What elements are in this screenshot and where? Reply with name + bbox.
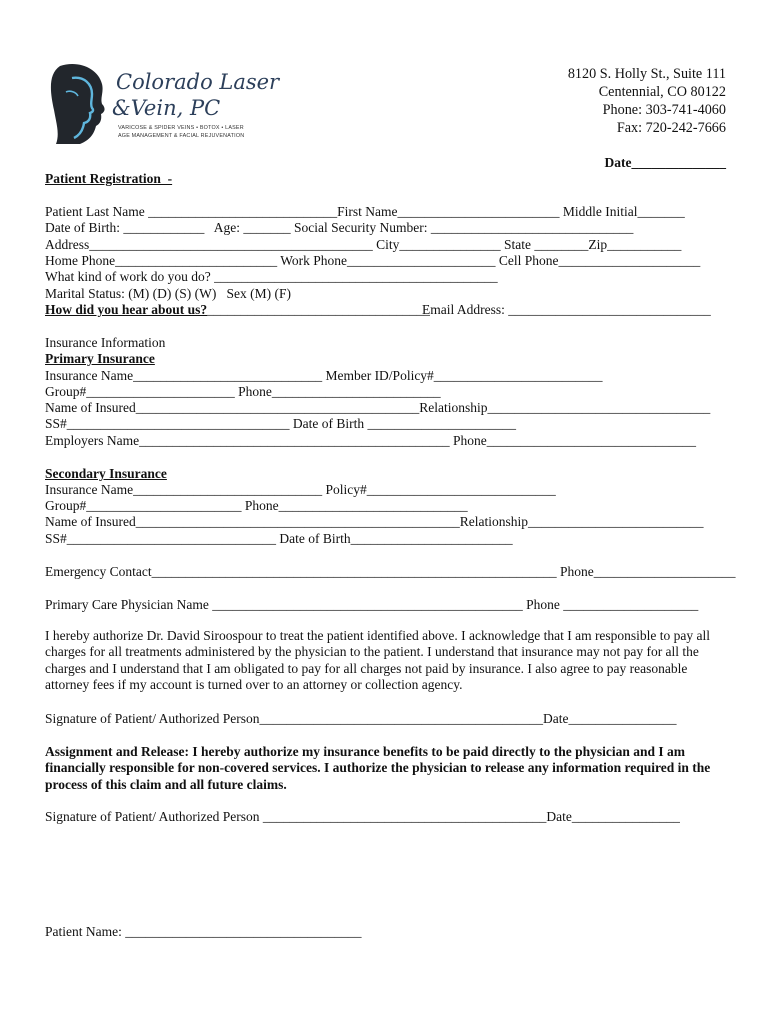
section-title: Patient Registration - (45, 171, 173, 186)
secondary-ss-line[interactable]: SS#_______________________________ Date of Birth________________________ (45, 531, 513, 546)
insurance-heading: Insurance Information (45, 335, 166, 350)
patient-name-line[interactable]: Patient Last Name ____________________________First Name________________________ Middle Initial_______ (45, 204, 685, 219)
referral-label: How did you hear about us? (45, 302, 208, 317)
logo-line-1: Colorado Laser (116, 70, 280, 94)
logo-line-2: &Vein, PC (112, 96, 221, 120)
city-state-zip: Centennial, CO 80122 (598, 84, 726, 100)
secondary-insured-line[interactable]: Name of Insured________________________________________________Relationship__________________________ (45, 514, 704, 529)
referral-line[interactable] (45, 302, 430, 318)
primary-insurance-name-line[interactable]: Insurance Name____________________________ Member ID/Policy#_________________________ (45, 368, 603, 383)
practice-address (568, 65, 726, 137)
primary-insurance-heading: Primary Insurance (45, 351, 155, 366)
phone-line[interactable]: Home Phone________________________ Work Phone______________________ Cell Phone_____________________ (45, 253, 701, 268)
authorization-paragraph: I hereby authorize Dr. David Siroospour to treat the patient identified above. I acknowledge that I am responsible to pay all charges for all treatments administered by the physician to the patient. I understand that insurance may not pay for all the charges and I understand that I am obligated to pay for all charges not paid by insurance. I also agree to pay reasonable attorney fees if my account is turned over to an attorney or collection agency. (45, 628, 711, 693)
street-address: 8120 S. Holly St., Suite 111 (567, 66, 726, 82)
primary-group-line[interactable]: Group#______________________ Phone_________________________ (45, 384, 441, 399)
practice-logo (50, 62, 280, 146)
referral-blank[interactable]: _________________________________ (207, 302, 430, 317)
secondary-insurance-heading: Secondary Insurance (45, 466, 167, 481)
dob-ssn-line[interactable]: Date of Birth: ____________ Age: _______ Social Security Number: ______________________________ (45, 220, 634, 235)
primary-ss-line[interactable]: SS#_________________________________ Date of Birth ______________________ (45, 416, 516, 431)
date-field[interactable]: Date______________ (604, 155, 726, 170)
patient-name-footer-line[interactable]: Patient Name: ___________________________________ (45, 924, 362, 939)
marital-sex-line[interactable]: Marital Status: (M) (D) (S) (W) Sex (M) (F) (45, 286, 291, 301)
assignment-paragraph: Assignment and Release: I hereby authorize my insurance benefits to be paid directly to the physician and I am financially responsible for non-covered services. I authorize the physician to release any information required in the process of this claim and all future claims. (45, 744, 711, 792)
signature-line-1[interactable]: Signature of Patient/ Authorized Person__________________________________________Date________________ (45, 711, 677, 726)
face-profile-icon (50, 62, 110, 146)
secondary-group-line[interactable]: Group#_______________________ Phone____________________________ (45, 498, 468, 513)
logo-tagline-2: AGE MANAGEMENT & FACIAL REJUVENATION (118, 133, 245, 139)
signature-line-2[interactable]: Signature of Patient/ Authorized Person __________________________________________Date________________ (45, 809, 680, 824)
occupation-line[interactable]: What kind of work do you do? __________________________________________ (45, 269, 498, 284)
primary-care-physician-line[interactable]: Primary Care Physician Name ______________________________________________ Phone ____________________ (45, 597, 699, 612)
primary-employer-line[interactable]: Employers Name______________________________________________ Phone_______________________________ (45, 433, 696, 448)
practice-fax: Fax: 720-242-7666 (616, 120, 726, 136)
address-line[interactable]: Address__________________________________________ City_______________ State ________Zip___________ (45, 237, 682, 252)
emergency-contact-line[interactable]: Emergency Contact____________________________________________________________ Phone_____________________ (45, 564, 736, 579)
secondary-insurance-name-line[interactable]: Insurance Name____________________________ Policy#____________________________ (45, 482, 556, 497)
practice-phone: Phone: 303-741-4060 (602, 102, 726, 118)
logo-tagline-1: VARICOSE & SPIDER VEINS • BOTOX • LASER (118, 125, 244, 131)
email-line[interactable]: Email Address: ______________________________ (422, 302, 711, 317)
primary-insured-line[interactable]: Name of Insured__________________________________________Relationship_________________________________ (45, 400, 711, 415)
